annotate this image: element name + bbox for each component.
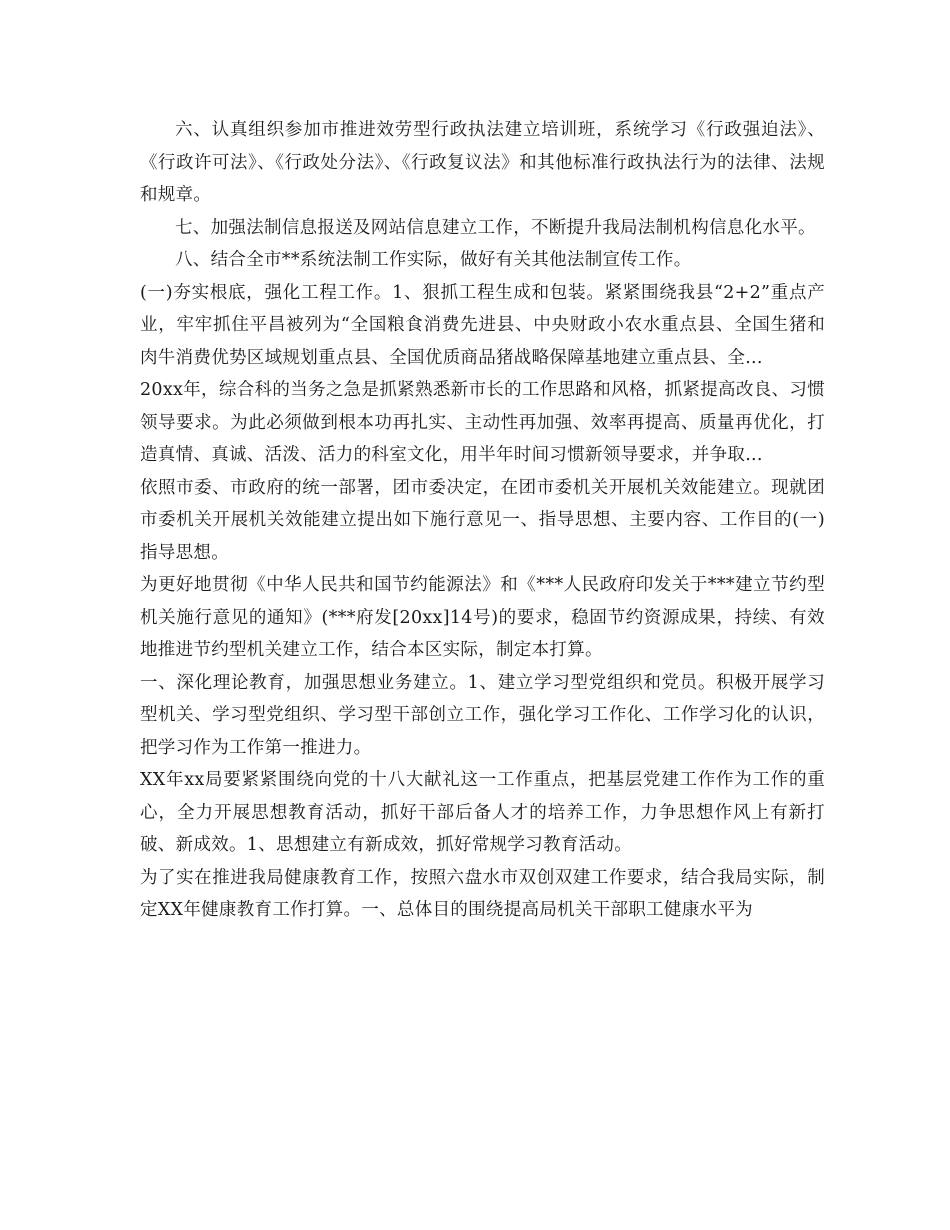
paragraph-1: 六、认真组织参加市推进效劳型行政执法建立培训班，系统学习《行政强迫法》、《行政许可法》、《行政处分法》、《行政复议法》和其他标准行政执法行为的法律、法规和规章。 <box>140 120 825 205</box>
paragraph-3: 八、结合全市**系统法制工作实际，做好有关其他法制宣传工作。 <box>175 250 692 270</box>
paragraph-6: 依照市委、市政府的统一部署，团市委决定，在团市委机关开展机关效能建立。现就团市委机关开展机关效能建立提出如下施行意见一、指导思想、主要内容、工作目的(一)指导思想。 <box>140 477 825 563</box>
paragraph-5: 20xx年，综合科的当务之急是抓紧熟悉新市长的工作思路和风格，抓紧提高改良、习惯领导要求。为此必须做到根本功再扎实、主动性再加强、效率再提高、质量再优化，打造真情、真诚、活泼、活力的科室文化，用半年时间习惯新领导要求，并争取... <box>140 380 825 465</box>
paragraph-9: XX年xx局要紧紧围绕向党的十八大献礼这一工作重点，把基层党建工作作为工作的重心，全力开展思想教育活动，抓好干部后备人才的培养工作，力争思想作风上有新打破、新成效。1、思想建立有新成效，抓好常规学习教育活动。 <box>140 770 825 855</box>
document-page <box>140 114 825 927</box>
paragraph-10: 为了实在推进我局健康教育工作，按照六盘水市双创双建工作要求，结合我局实际，制定XX年健康教育工作打算。一、总体目的围绕提高局机关干部职工健康水平为 <box>140 867 825 920</box>
paragraph-8: 一、深化理论教育，加强思想业务建立。1、建立学习型党组织和党员。积极开展学习型机关、学习型党组织、学习型干部创立工作，强化学习工作化、工作学习化的认识，把学习作为工作第一推进力。 <box>140 672 825 758</box>
paragraph-7: 为更好地贯彻《中华人民共和国节约能源法》和《***人民政府印发关于***建立节约型机关施行意见的通知》(***府发[20xx]14号)的要求，稳固节约资源成果，持续、有效地推进节约型机关建立工作，结合本区实际，制定本打算。 <box>140 575 825 660</box>
paragraph-4: (一)夯实根底，强化工程工作。1、狠抓工程生成和包装。紧紧围绕我县“2+2”重点产业，牢牢抓住平昌被列为“全国粮食消费先进县、中央财政小农水重点县、全国生猪和肉牛消费优势区域规划重点县、全国优质商品猪战略保障基地建立重点县、全... <box>140 282 825 368</box>
paragraph-2: 七、加强法制信息报送及网站信息建立工作，不断提升我局法制机构信息化水平。 <box>175 217 816 238</box>
